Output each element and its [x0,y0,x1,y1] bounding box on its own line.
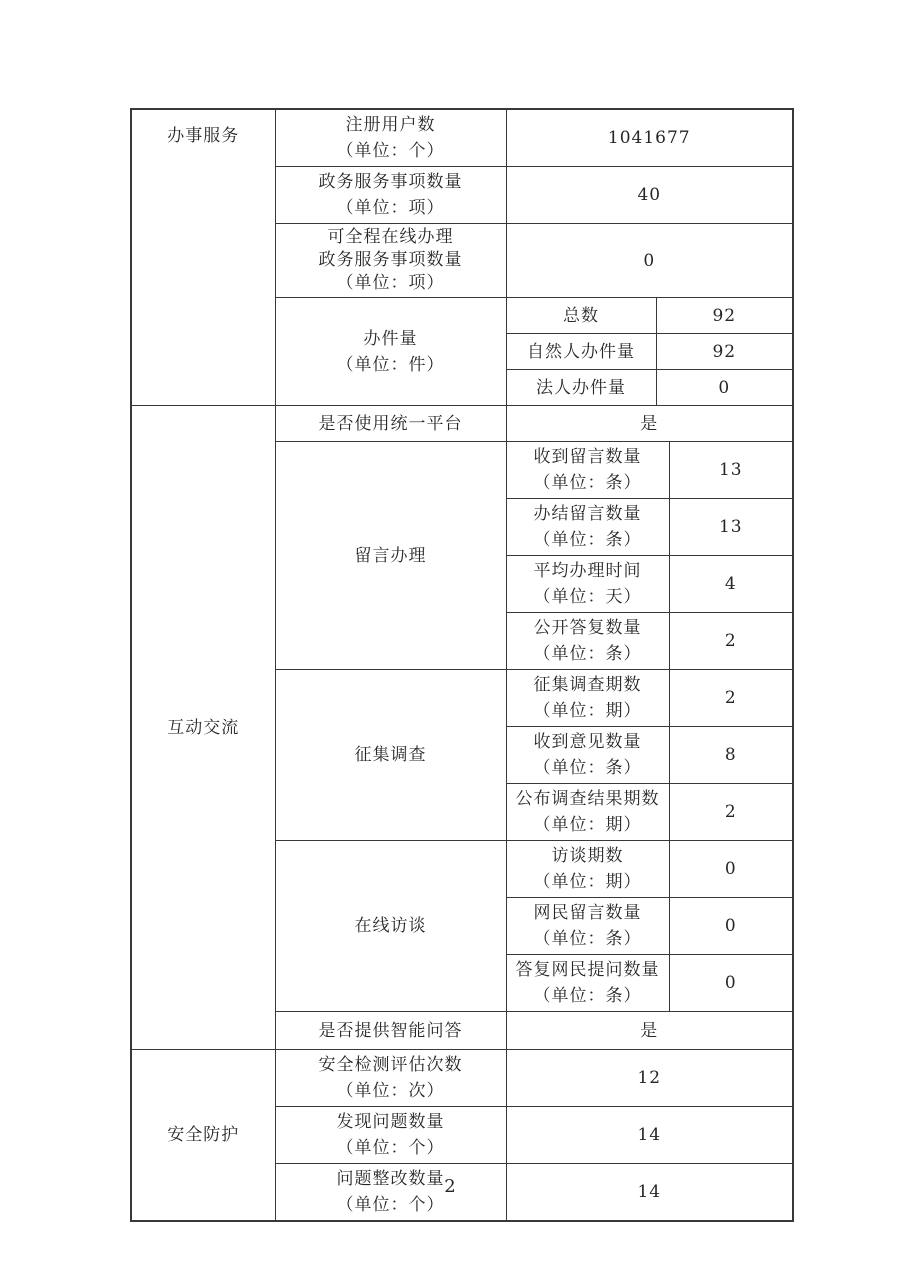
label-line: 政务服务事项数量 [318,172,463,192]
gov-website-annual-report-table [130,108,794,1222]
label-line: 访谈期数 [551,846,624,866]
cell-value-service-items: 40 [506,167,793,224]
cell-label-survey-collection: 征集调查 [275,670,506,841]
cell-value-smart-qa: 是 [506,1012,793,1050]
unit-line: （单位：次） [336,1081,445,1101]
unit-line: （单位：条） [533,986,642,1006]
label-line: 可全程在线办理 [327,227,454,247]
table-row [131,109,793,167]
cell-sublabel-interview-periods [506,841,669,898]
cell-subvalue-total-cases: 92 [656,298,793,334]
cell-subvalue-public-replies: 2 [669,613,793,670]
cell-sublabel-replies-to-netizens [506,955,669,1012]
cell-value-problems-found: 14 [506,1107,793,1164]
label-line: 收到意见数量 [533,732,642,752]
cell-subvalue-natural-person-cases: 92 [656,334,793,370]
cell-subvalue-netizen-messages: 0 [669,898,793,955]
cell-label-service-items [275,167,506,224]
cell-label-case-volume [275,298,506,406]
unit-line: （单位：个） [336,1138,445,1158]
cell-subvalue-interview-periods: 0 [669,841,793,898]
cell-value-unified-platform: 是 [506,406,793,442]
cell-subvalue-legal-person-cases: 0 [656,370,793,406]
cell-subvalue-completed-messages: 13 [669,499,793,556]
cell-subvalue-received-messages: 13 [669,442,793,499]
cell-subvalue-survey-periods: 2 [669,670,793,727]
cell-label-registered-users [275,109,506,167]
section-title-service: 办事服务 [131,109,275,406]
cell-sublabel-survey-results-published [506,784,669,841]
cell-value-full-online-service-items: 0 [506,224,793,298]
section-title-security: 安全防护 [131,1050,275,1222]
cell-sublabel-legal-person-cases: 法人办件量 [506,370,656,406]
label-line: 安全检测评估次数 [318,1055,463,1075]
unit-line: （单位：个） [336,141,445,161]
label-line: 问题整改数量 [336,1169,445,1189]
cell-subvalue-opinions-received: 8 [669,727,793,784]
cell-value-security-assessments: 12 [506,1050,793,1107]
cell-subvalue-replies-to-netizens: 0 [669,955,793,1012]
cell-label-message-handling: 留言办理 [275,442,506,670]
label-line: 注册用户数 [345,115,436,135]
cell-label-smart-qa: 是否提供智能问答 [275,1012,506,1050]
label-line: 平均办理时间 [533,561,642,581]
cell-sublabel-public-replies [506,613,669,670]
cell-sublabel-survey-periods [506,670,669,727]
unit-line: （单位：项） [336,273,445,293]
label-line: 征集调查期数 [533,675,642,695]
unit-line: （单位：天） [533,587,642,607]
unit-line: （单位：期） [533,815,642,835]
cell-sublabel-received-messages [506,442,669,499]
section-title-interaction: 互动交流 [131,406,275,1050]
cell-value-registered-users: 1041677 [506,109,793,167]
cell-label-problems-found [275,1107,506,1164]
unit-line: （单位：条） [533,530,642,550]
cell-sublabel-completed-messages [506,499,669,556]
label-line: 发现问题数量 [336,1112,445,1132]
cell-label-security-assessments [275,1050,506,1107]
page-number: 2 [444,1176,456,1197]
cell-label-online-interviews: 在线访谈 [275,841,506,1012]
label-line: 答复网民提问数量 [515,960,660,980]
cell-sublabel-opinions-received [506,727,669,784]
label-line: 公布调查结果期数 [515,789,660,809]
label-line: 公开答复数量 [533,618,642,638]
unit-line: （单位：条） [533,758,642,778]
label-line: 网民留言数量 [533,903,642,923]
label-line: 办结留言数量 [533,504,642,524]
label-line: 收到留言数量 [533,447,642,467]
unit-line: （单位：件） [336,354,445,375]
table-row [131,1050,793,1107]
label-line: 办件量 [363,328,418,349]
label-line: 政务服务事项数量 [318,250,463,270]
cell-sublabel-total-cases: 总数 [506,298,656,334]
cell-sublabel-netizen-messages [506,898,669,955]
unit-line: （单位：期） [533,701,642,721]
cell-sublabel-avg-processing-time [506,556,669,613]
unit-line: （单位：个） [336,1195,445,1215]
unit-line: （单位：条） [533,473,642,493]
cell-label-full-online-service-items [275,224,506,298]
unit-line: （单位：期） [533,872,642,892]
unit-line: （单位：项） [336,198,445,218]
cell-value-problems-rectified: 14 [506,1164,793,1222]
cell-subvalue-survey-results-published: 2 [669,784,793,841]
cell-sublabel-natural-person-cases: 自然人办件量 [506,334,656,370]
cell-subvalue-avg-processing-time: 4 [669,556,793,613]
table-row [131,406,793,442]
unit-line: （单位：条） [533,644,642,664]
unit-line: （单位：条） [533,929,642,949]
cell-label-unified-platform: 是否使用统一平台 [275,406,506,442]
